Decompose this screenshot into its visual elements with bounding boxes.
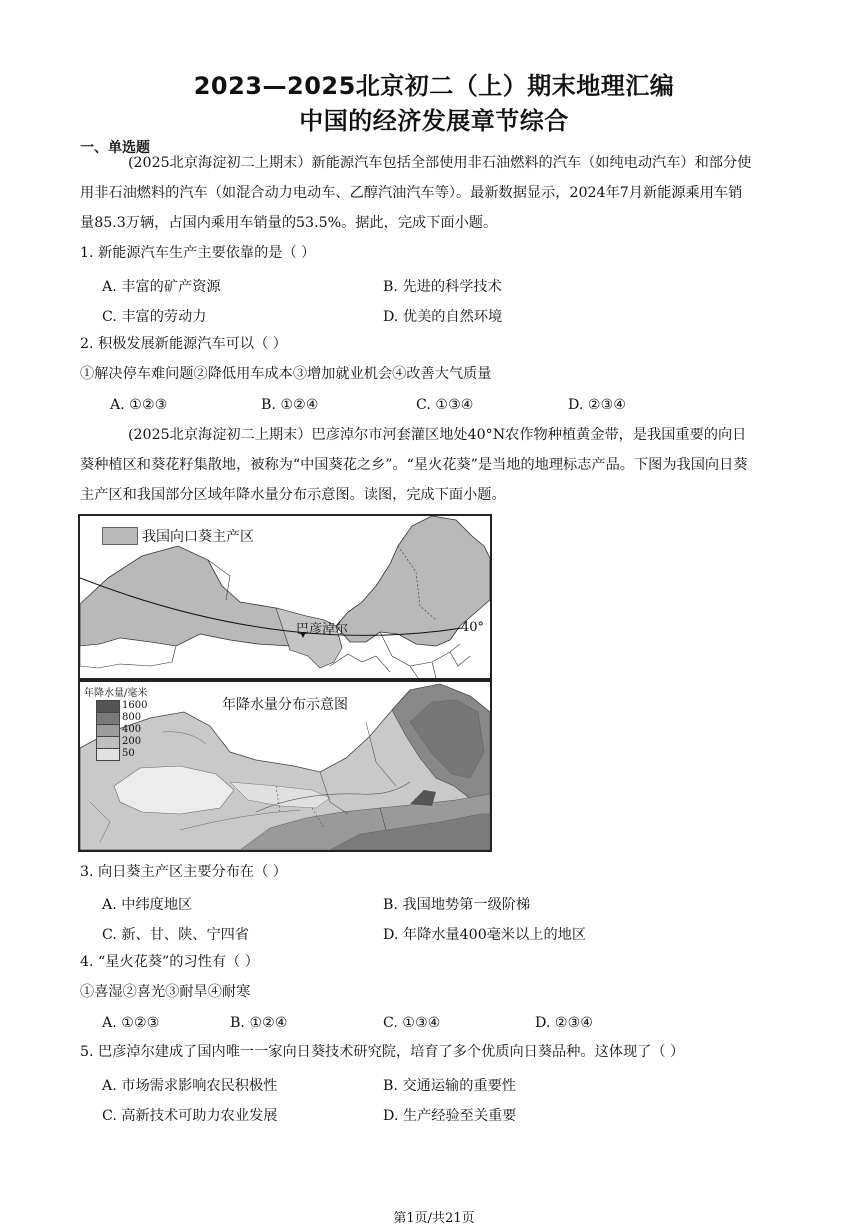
q1-option-c: C. 丰富的劳动力 [102, 309, 207, 325]
q4-option-b: B. ①②④ [230, 1015, 288, 1031]
page-number: 第1页/共21页 [393, 1211, 475, 1226]
page-title: 2023—2025北京初二（上）期末地理汇编 [193, 72, 675, 100]
legend-label: 我国向口葵主产区 [142, 529, 254, 545]
q4-items: ①喜湿②喜光③耐旱④耐寒 [80, 984, 251, 1000]
precip-map-title: 年降水量分布示意图 [222, 697, 348, 713]
precip-level-50: 50 [122, 748, 135, 759]
passage2-line1: (2025北京海淀初二上期末）巴彦淖尔市河套灌区地处40°N农作物种植黄金带，是我国重要的向日 [128, 427, 747, 443]
precip-legend-title: 年降水量/毫米 [84, 688, 148, 699]
q2-items: ①解决停车难问题②降低用车成本③增加就业机会④改善大气质量 [80, 366, 492, 382]
precip-level-800: 800 [122, 712, 142, 723]
precip-swatch-50 [96, 748, 120, 761]
legend-swatch [102, 527, 138, 545]
q3-stem: 3. 向日葵主产区主要分布在（ ） [80, 864, 287, 880]
q4-stem: 4. “星火花葵”的习性有（ ） [80, 954, 259, 970]
passage2-line3: 主产区和我国部分区域年降水量分布示意图。读图，完成下面小题。 [80, 487, 506, 503]
q5-option-a: A. 市场需求影响农民积极性 [102, 1078, 278, 1094]
q3-option-d: D. 年降水量400毫米以上的地区 [383, 927, 587, 943]
page-subtitle: 中国的经济发展章节综合 [299, 107, 569, 135]
q5-stem: 5. 巴彦淖尔建成了国内唯一一家向日葵技术研究院，培育了多个优质向日葵品种。这体现了（ ） [80, 1044, 685, 1060]
q5-option-d: D. 生产经验至关重要 [383, 1108, 517, 1124]
precip-level-200: 200 [122, 736, 142, 747]
q3-option-b: B. 我国地势第一级阶梯 [383, 897, 531, 913]
section-heading: 一、单选题 [80, 140, 150, 156]
sunflower-map [78, 514, 492, 680]
passage1-line2: 用非石油燃料的汽车（如混合动力电动车、乙醇汽油汽车等）。最新数据显示，2024年7月新能源乘用车销 [80, 185, 743, 201]
q2-stem: 2. 积极发展新能源汽车可以（ ） [80, 336, 287, 352]
q5-option-b: B. 交通运输的重要性 [383, 1078, 516, 1094]
latitude-label: 40° [461, 620, 485, 635]
passage1-line3: 量85.3万辆，占国内乘用车销量的53.5%。据此，完成下面小题。 [80, 215, 498, 231]
passage1-line1: (2025北京海淀初二上期末）新能源汽车包括全部使用非石油燃料的汽车（如纯电动汽车）和部分使 [128, 155, 752, 171]
q4-option-c: C. ①③④ [383, 1015, 441, 1031]
q1-option-d: D. 优美的自然环境 [383, 309, 503, 325]
q3-option-a: A. 中纬度地区 [102, 897, 193, 913]
q2-option-b: B. ①②④ [261, 397, 319, 413]
q1-option-a: A. 丰富的矿产资源 [102, 279, 221, 295]
q5-option-c: C. 高新技术可助力农业发展 [102, 1108, 278, 1124]
q1-stem: 1. 新能源汽车生产主要依靠的是（ ） [80, 245, 316, 261]
precipitation-map [78, 680, 492, 852]
q4-option-d: D. ②③④ [535, 1015, 594, 1031]
precip-level-400: 400 [122, 724, 142, 735]
q3-option-c: C. 新、甘、陕、宁四省 [102, 927, 250, 943]
q2-option-c: C. ①③④ [416, 397, 474, 413]
q1-option-b: B. 先进的科学技术 [383, 279, 502, 295]
passage2-line2: 葵种植区和葵花籽集散地，被称为“中国葵花之乡”。“星火花葵”是当地的地理标志产品。下图为我国向日葵 [80, 457, 748, 473]
precip-level-1600: 1600 [122, 700, 148, 711]
q2-option-a: A. ①②③ [110, 397, 168, 413]
city-label-bayannur: 巴彦淖尔 [296, 622, 349, 637]
q2-option-d: D. ②③④ [568, 397, 627, 413]
q4-option-a: A. ①②③ [102, 1015, 160, 1031]
